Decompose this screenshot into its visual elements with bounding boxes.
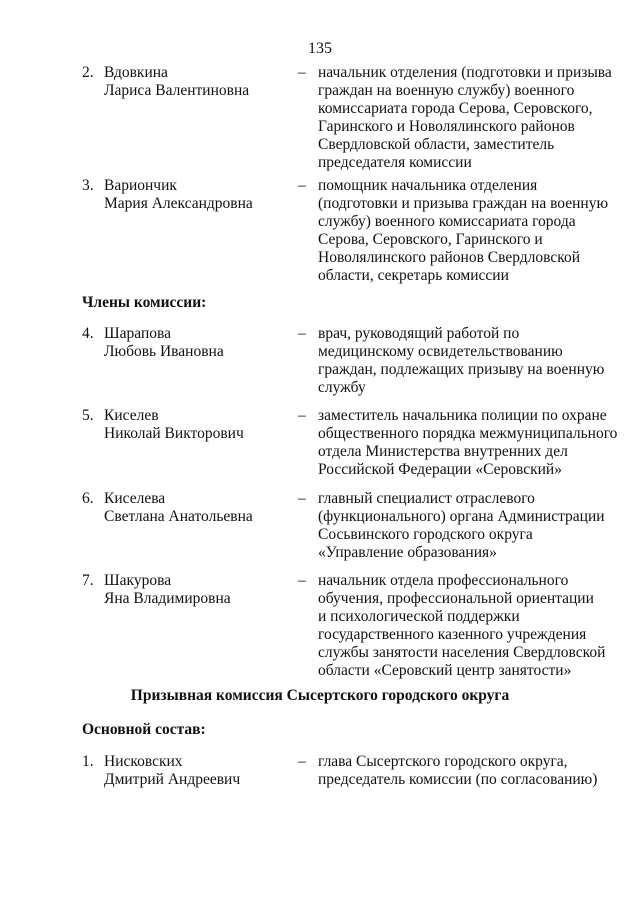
desc-line: медицинскому освидетельствованию xyxy=(318,343,563,360)
given-names: Светлана Анатольевна xyxy=(104,508,253,525)
given-names: Николай Викторович xyxy=(104,425,244,442)
surname: Вдовкина xyxy=(104,64,168,81)
dash: – xyxy=(298,572,306,589)
item-number: 5. xyxy=(82,407,94,424)
dash: – xyxy=(298,490,306,507)
person-name xyxy=(104,64,284,100)
item-number: 6. xyxy=(82,490,94,507)
surname: Шакурова xyxy=(104,572,172,589)
members-heading: Члены комиссии: xyxy=(82,294,207,311)
desc-line: граждан, подлежащих призыву на военную xyxy=(318,361,605,378)
desc-line: Российской Федерации «Серовский» xyxy=(318,461,562,478)
main-composition-heading: Основной состав: xyxy=(82,721,206,738)
position-description xyxy=(318,177,618,285)
position-description xyxy=(318,753,618,789)
desc-line: помощник начальника отделения xyxy=(318,177,538,194)
person-name xyxy=(104,407,284,443)
dash: – xyxy=(298,325,306,342)
desc-line: начальник отделения (подготовки и призыва xyxy=(318,64,612,81)
position-description xyxy=(318,572,618,680)
dash: – xyxy=(298,407,306,424)
position-description xyxy=(318,325,618,397)
position-description xyxy=(318,407,618,479)
given-names: Мария Александровна xyxy=(104,195,253,212)
desc-line: Свердловской области, заместитель xyxy=(318,136,555,153)
desc-line: службу) военного комиссариата города xyxy=(318,213,576,230)
section-title: Призывная комиссия Сысертского городского округа xyxy=(130,687,510,704)
desc-line: обучения, профессиональной ориентации xyxy=(318,590,594,607)
surname: Нисковских xyxy=(104,753,183,770)
surname: Киселева xyxy=(104,490,166,507)
given-names: Яна Владимировна xyxy=(104,590,231,607)
dash: – xyxy=(298,753,306,770)
dash: – xyxy=(298,177,306,194)
desc-line: заместитель начальника полиции по охране xyxy=(318,407,607,424)
given-names: Любовь Ивановна xyxy=(104,343,224,360)
desc-line: врач, руководящий работой по xyxy=(318,325,520,342)
dash: – xyxy=(298,64,306,81)
desc-line: глава Сысертского городского округа, xyxy=(318,753,568,770)
desc-line: и психологической поддержки xyxy=(318,608,520,625)
desc-line: отдела Министерства внутренних дел xyxy=(318,443,568,460)
desc-line: (подготовки и призыва граждан на военную xyxy=(318,195,609,212)
desc-line: граждан на военную службу) военного xyxy=(318,82,575,99)
given-names: Дмитрий Андреевич xyxy=(104,771,241,788)
person-name xyxy=(104,490,284,526)
page-number: 135 xyxy=(308,40,332,57)
item-number: 7. xyxy=(82,572,94,589)
surname: Киселев xyxy=(104,407,159,424)
position-description xyxy=(318,490,618,562)
desc-line: Новолялинского районов Свердловской xyxy=(318,249,581,266)
desc-line: области «Серовский центр занятости» xyxy=(318,662,572,679)
given-names: Лариса Валентиновна xyxy=(104,82,250,99)
desc-line: государственного казенного учреждения xyxy=(318,626,587,643)
desc-line: «Управление образования» xyxy=(318,544,497,561)
desc-line: Серова, Серовского, Гаринского и xyxy=(318,231,543,248)
item-number: 2. xyxy=(82,64,94,81)
desc-line: службы занятости населения Свердловской xyxy=(318,644,606,661)
desc-line: службу xyxy=(318,379,366,396)
person-name xyxy=(104,572,284,608)
desc-line: комиссариата города Серова, Серовского, xyxy=(318,100,593,117)
person-name xyxy=(104,325,284,361)
surname: Шарапова xyxy=(104,325,171,342)
desc-line: председатель комиссии (по согласованию) xyxy=(318,771,598,788)
desc-line: начальник отдела профессионального xyxy=(318,572,569,589)
item-number: 1. xyxy=(82,753,94,770)
desc-line: (функционального) органа Администрации xyxy=(318,508,605,525)
desc-line: Сосьвинского городского округа xyxy=(318,526,533,543)
person-name xyxy=(104,753,284,789)
surname: Вариончик xyxy=(104,177,177,194)
desc-line: главный специалист отраслевого xyxy=(318,490,535,507)
item-number: 4. xyxy=(82,325,94,342)
person-name xyxy=(104,177,284,213)
item-number: 3. xyxy=(82,177,94,194)
desc-line: общественного порядка межмуниципального xyxy=(318,425,618,442)
position-description xyxy=(318,64,618,172)
desc-line: области, секретарь комиссии xyxy=(318,267,509,284)
desc-line: председателя комиссии xyxy=(318,154,472,171)
desc-line: Гаринского и Новолялинского районов xyxy=(318,118,575,135)
